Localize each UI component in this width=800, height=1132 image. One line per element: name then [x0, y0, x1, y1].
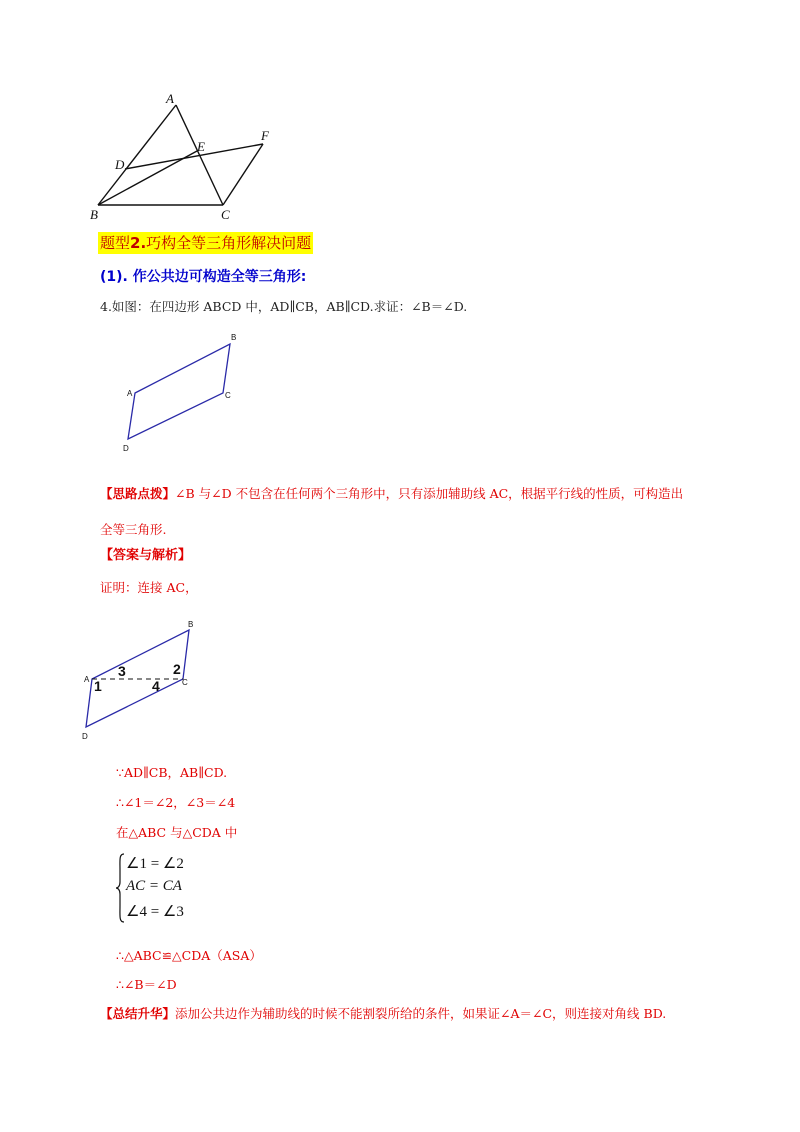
segment-be [98, 151, 197, 205]
system-row-2: AC = CA [126, 878, 182, 894]
label-d: D [123, 444, 129, 453]
label-d: D [82, 732, 88, 741]
proof-line-2: ∴∠1＝∠2，∠3＝∠4 [116, 795, 236, 810]
section-title-text: 巧构全等三角形解决问题 [146, 234, 312, 252]
label-a: A [84, 675, 90, 684]
label-a: A [166, 91, 174, 106]
system-row-3: ∠4 = ∠3 [126, 904, 184, 920]
proof-line-1: ∵AD∥CB，AB∥CD. [116, 765, 228, 780]
section-title [98, 232, 313, 254]
summary-tag: 【总结升华】 [100, 1006, 176, 1021]
equation-system [116, 852, 216, 924]
label-a: A [127, 389, 133, 398]
hint-text-2: 全等三角形. [100, 522, 167, 537]
section-title-number: 2. [130, 234, 147, 252]
figure-triangle-abc [80, 88, 300, 228]
label-b: B [90, 207, 98, 222]
proof-line-5: ∴∠B＝∠D [116, 977, 177, 992]
label-f: F [261, 128, 269, 143]
figure-parallelogram-with-diagonal [78, 616, 208, 746]
label-c: C [221, 207, 230, 222]
parallelogram-abcd [128, 344, 230, 439]
problem-statement: 4.如图：在四边形 ABCD 中，AD∥CB，AB∥CD.求证：∠B＝∠D. [100, 299, 468, 314]
segment-cf [223, 144, 263, 205]
label-b: B [188, 620, 194, 629]
subsection-heading: (1). 作公共边可构造全等三角形: [100, 269, 307, 285]
angle-label-3: 3 [118, 663, 126, 679]
angle-label-4: 4 [152, 678, 160, 694]
summary-text: 添加公共边作为辅助线的时候不能割裂所给的条件，如果证∠A＝∠C，则连接对角线 BD. [175, 1006, 667, 1021]
summary-paragraph [100, 1004, 666, 1022]
hint-text-1: ∠B 与∠D 不包含在任何两个三角形中，只有添加辅助线 AC，根据平行线的性质，可构造出 [175, 486, 684, 501]
hint-paragraph [100, 479, 740, 545]
angle-label-1: 1 [94, 678, 102, 694]
figure-parallelogram [118, 330, 248, 453]
angle-label-2: 2 [173, 661, 181, 677]
hint-tag: 【思路点拨】 [100, 486, 176, 501]
proof-line-3: 在△ABC 与△CDA 中 [116, 825, 238, 840]
proof-intro: 证明：连接 AC， [100, 580, 198, 595]
answer-heading: 【答案与解析】 [100, 548, 192, 563]
segment-ab [98, 105, 176, 205]
proof-line-4: ∴△ABC≌△CDA（ASA） [116, 948, 262, 963]
label-b: B [231, 333, 237, 342]
segment-df [125, 144, 263, 169]
system-row-1: ∠1 = ∠2 [126, 856, 184, 872]
label-d: D [115, 157, 125, 172]
label-e: E [197, 139, 205, 154]
label-c: C [182, 678, 188, 687]
brace-icon [116, 852, 126, 924]
label-c: C [225, 391, 231, 400]
section-title-prefix: 题型 [100, 234, 131, 252]
hint-line-1 [100, 479, 740, 509]
